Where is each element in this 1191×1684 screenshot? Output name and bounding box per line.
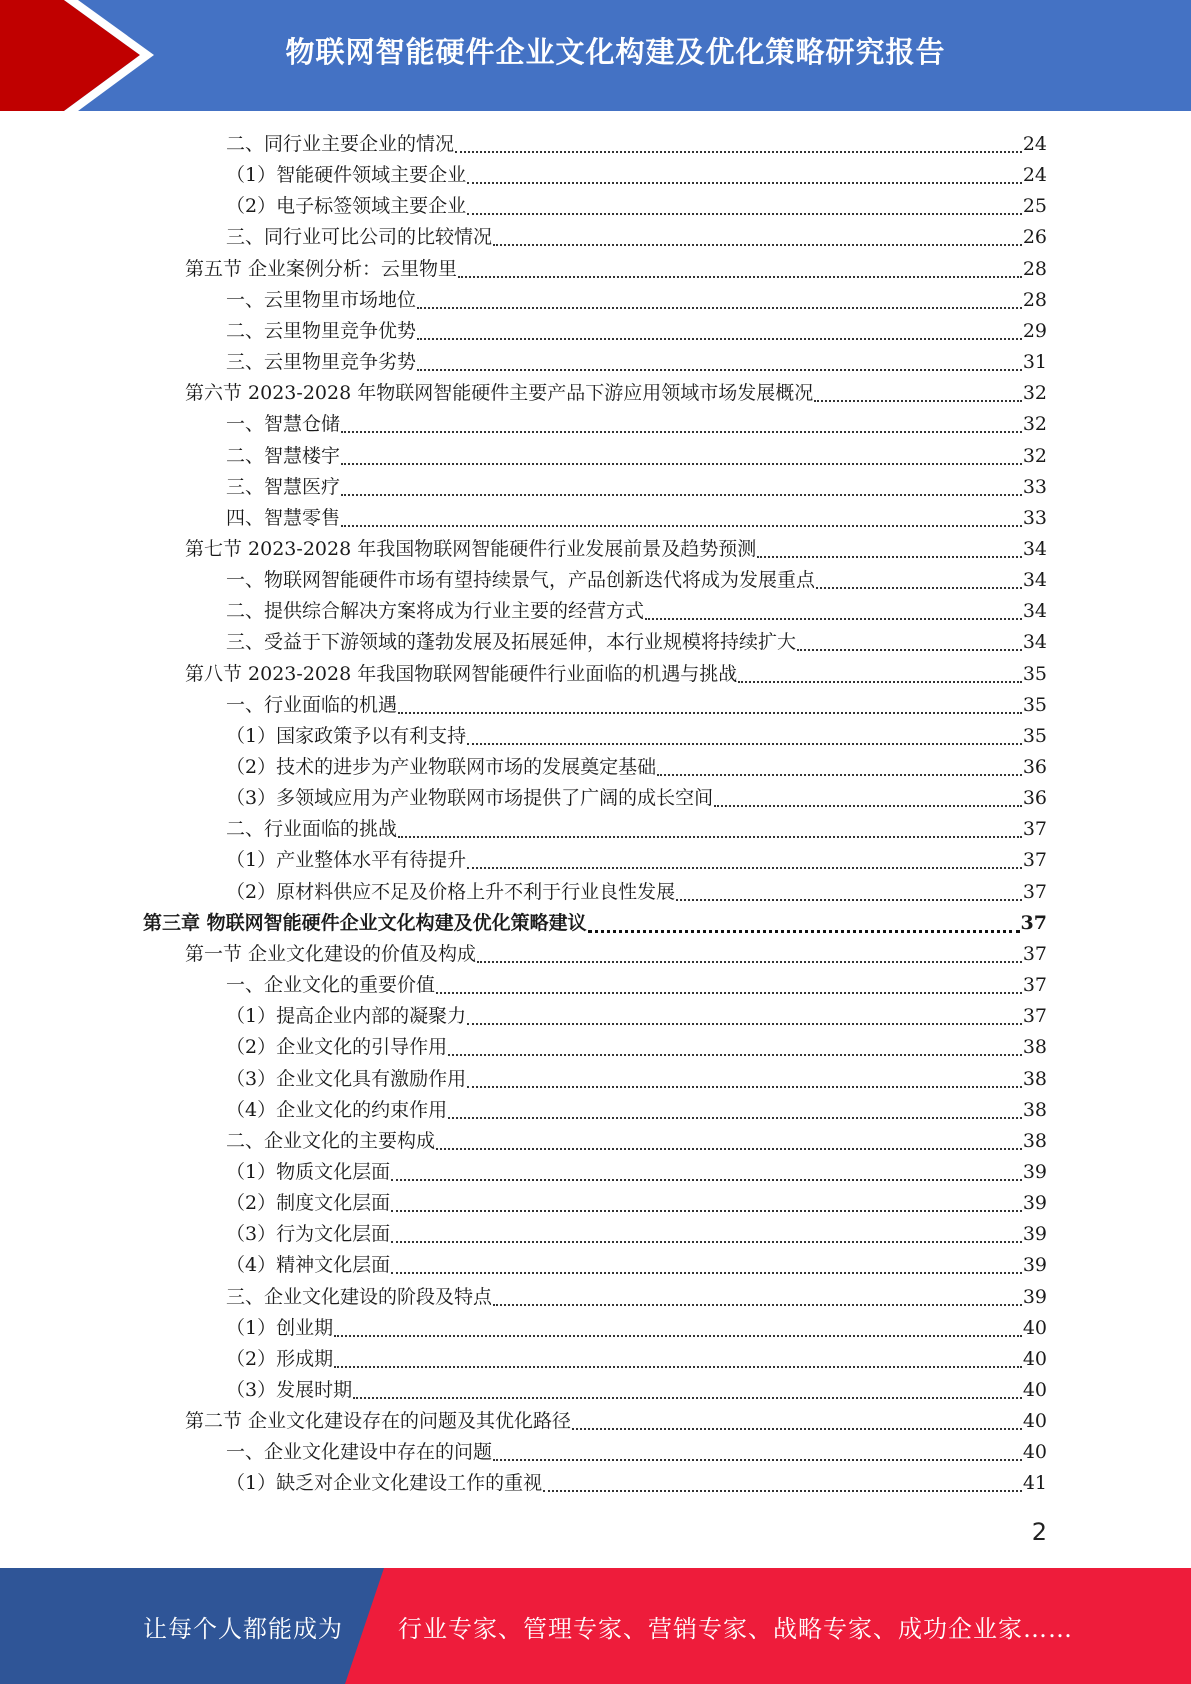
toc-entry-title: （1）缺乏对企业文化建设工作的重视 (226, 1472, 543, 1495)
toc-entry[interactable] (226, 1126, 1047, 1157)
toc-entry-page: 38 (1022, 1098, 1047, 1121)
toc-entry-page: 37 (1022, 1005, 1047, 1028)
red-chevron-icon (0, 0, 160, 111)
toc-entry-title: 一、企业文化的重要价值 (226, 974, 436, 997)
toc-entry-title: （2）企业文化的引导作用 (226, 1036, 448, 1059)
toc-entry-page: 39 (1022, 1285, 1047, 1308)
toc-entry-title: 三、智慧医疗 (226, 475, 341, 498)
toc-entry-page: 31 (1022, 351, 1047, 374)
toc-entry-title: （2）电子标签领域主要企业 (226, 195, 467, 218)
toc-entry-title: 三、受益于下游领域的蓬勃发展及拓展延伸，本行业规模将持续扩大 (226, 631, 797, 654)
report-footer (0, 1568, 1191, 1684)
dot-leader (467, 845, 1022, 869)
toc-entry-title: （1）创业期 (226, 1316, 334, 1339)
toc-entry-page: 29 (1022, 319, 1047, 342)
dot-leader (757, 534, 1022, 558)
dot-leader (341, 409, 1022, 433)
toc-entry-title: （3）多领域应用为产业物联网市场提供了广阔的成长空间 (226, 787, 714, 810)
toc-entry-page: 37 (1022, 818, 1047, 841)
toc-entry-page: 39 (1022, 1192, 1047, 1215)
toc-entry-page: 36 (1022, 756, 1047, 778)
dot-leader (816, 565, 1022, 589)
toc-entry-page: 26 (1022, 226, 1047, 249)
toc-entry[interactable] (226, 752, 1047, 783)
dot-leader (493, 1437, 1022, 1461)
dot-leader (477, 939, 1022, 963)
toc-entry-title: 二、企业文化的主要构成 (226, 1129, 436, 1152)
toc-entry-title: （3）企业文化具有激励作用 (226, 1067, 467, 1090)
dot-leader (353, 1375, 1022, 1399)
dot-leader (714, 783, 1022, 807)
dot-leader (493, 1282, 1022, 1306)
toc-entry-title: 二、提供综合解决方案将成为行业主要的经营方式 (226, 600, 645, 623)
toc-entry[interactable] (226, 1344, 1047, 1375)
toc-entry-title: 第五节 企业案例分析：云里物里 (185, 257, 458, 280)
dot-leader (341, 503, 1022, 527)
toc-entry[interactable] (226, 1095, 1047, 1126)
toc-entry-title: 四、智慧零售 (226, 506, 341, 529)
dot-leader (467, 160, 1022, 184)
toc-entry-title: 第八节 2023-2028 年我国物联网智能硬件行业面临的机遇与挑战 (185, 662, 738, 685)
toc-entry-title: （1）国家政策予以有利支持 (226, 724, 467, 747)
toc-entry-page: 37 (1022, 880, 1047, 903)
toc-entry[interactable] (226, 596, 1047, 627)
toc-entry-page: 35 (1022, 662, 1047, 685)
toc-entry-title: 二、云里物里竞争优势 (226, 319, 417, 342)
dot-leader (391, 1250, 1022, 1274)
toc-entry-title: （2）原材料供应不足及价格上升不利于行业良性发展 (226, 880, 676, 903)
toc-entry-title: （2）技术的进步为产业物联网市场的发展奠定基础 (226, 756, 657, 778)
toc-entry-page: 40 (1022, 1379, 1047, 1401)
toc-entry-page: 39 (1022, 1254, 1047, 1277)
toc-entry-page: 32 (1022, 413, 1047, 436)
toc-entry-page: 28 (1022, 257, 1047, 280)
toc-entry-title: （4）企业文化的约束作用 (226, 1098, 448, 1121)
toc-entry[interactable] (185, 378, 1047, 409)
toc-entry[interactable] (226, 783, 1047, 814)
dot-leader (467, 721, 1022, 745)
toc-entry-title: （1）提高企业内部的凝聚力 (226, 1005, 467, 1028)
toc-entry-page: 35 (1022, 724, 1047, 747)
dot-leader (493, 222, 1022, 246)
toc-entry-page: 38 (1022, 1036, 1047, 1059)
toc-entry[interactable] (226, 160, 1047, 191)
toc-entry-page: 40 (1022, 1410, 1047, 1433)
toc-entry-title: （3）行为文化层面 (226, 1223, 391, 1246)
toc-entry[interactable] (226, 1282, 1047, 1313)
toc-entry-page: 33 (1022, 475, 1047, 498)
toc-entry[interactable] (226, 441, 1047, 472)
dot-leader (676, 877, 1022, 901)
toc-entry-page: 40 (1022, 1316, 1047, 1339)
toc-entry-page: 36 (1022, 787, 1047, 810)
toc-entry-title: 三、云里物里竞争劣势 (226, 351, 417, 374)
dot-leader (334, 1344, 1022, 1368)
toc-entry-title: 一、云里物里市场地位 (226, 288, 417, 311)
dot-leader (391, 1157, 1022, 1181)
dot-leader (417, 347, 1022, 371)
dot-leader (417, 285, 1022, 309)
toc-entry[interactable] (185, 659, 1047, 690)
toc-entry-page: 24 (1022, 164, 1047, 187)
toc-entry-page: 25 (1022, 195, 1047, 218)
toc-entry[interactable] (185, 939, 1047, 970)
toc-entry[interactable] (226, 1468, 1047, 1499)
toc-entry-title: （1）产业整体水平有待提升 (226, 849, 467, 872)
toc-entry-title: 一、物联网智能硬件市场有望持续景气，产品创新迭代将成为发展重点 (226, 569, 816, 592)
dot-leader (341, 441, 1022, 465)
toc-entry[interactable] (226, 191, 1047, 222)
toc-entry-title: （3）发展时期 (226, 1379, 353, 1401)
dot-leader (797, 627, 1022, 651)
dot-leader (398, 814, 1022, 838)
dot-leader (398, 690, 1022, 714)
toc-entry[interactable] (226, 690, 1047, 721)
toc-entry[interactable] (226, 970, 1047, 1001)
toc-entry[interactable] (226, 472, 1047, 503)
toc-entry-page: 39 (1022, 1223, 1047, 1246)
toc-entry[interactable] (226, 1032, 1047, 1063)
report-header (0, 0, 1191, 111)
toc-entry[interactable] (226, 1064, 1047, 1095)
toc-entry-page: 35 (1022, 693, 1047, 716)
toc-entry-page: 32 (1022, 382, 1047, 405)
toc-entry-title: 三、企业文化建设的阶段及特点 (226, 1285, 493, 1308)
toc-entry-page: 39 (1022, 1160, 1047, 1183)
toc-entry-title: 第三章 物联网智能硬件企业文化构建及优化策略建议 (143, 911, 587, 934)
toc-entry[interactable] (185, 254, 1047, 285)
toc-entry[interactable] (226, 1001, 1047, 1032)
toc-entry-title: （4）精神文化层面 (226, 1254, 391, 1277)
toc-entry-title: 一、行业面临的机遇 (226, 693, 398, 716)
toc-entry[interactable] (226, 1437, 1047, 1468)
dot-leader (467, 1064, 1022, 1088)
toc-entry[interactable] (185, 534, 1047, 565)
toc-entry[interactable] (226, 1250, 1047, 1281)
toc-entry-title: 第二节 企业文化建设存在的问题及其优化路径 (185, 1410, 572, 1433)
toc-entry[interactable] (185, 1406, 1047, 1437)
toc-entry[interactable] (226, 222, 1047, 253)
dot-leader (588, 908, 1020, 933)
dot-leader (436, 1126, 1022, 1150)
toc-entry-title: 二、行业面临的挑战 (226, 818, 398, 841)
toc-entry-page: 28 (1022, 288, 1047, 311)
toc-entry-title: 第七节 2023-2028 年我国物联网智能硬件行业发展前景及趋势预测 (185, 537, 757, 560)
dot-leader (391, 1219, 1022, 1243)
toc-entry-page: 34 (1022, 600, 1047, 623)
toc-entry-page: 33 (1022, 506, 1047, 529)
dot-leader (467, 1001, 1022, 1025)
toc-entry[interactable] (226, 409, 1047, 440)
dot-leader (417, 316, 1022, 340)
dot-leader (645, 596, 1022, 620)
footer-slogan-left: 让每个人都能成为 (143, 1614, 343, 1643)
toc-entry[interactable] (226, 285, 1047, 316)
toc-entry-title: （1）物质文化层面 (226, 1160, 391, 1183)
toc-entry-page: 38 (1022, 1067, 1047, 1090)
toc-entry-page: 40 (1022, 1441, 1047, 1464)
toc-entry[interactable] (226, 1157, 1047, 1188)
toc-entry-page: 24 (1022, 133, 1047, 155)
toc-entry-page: 37 (1022, 849, 1047, 872)
toc-entry[interactable] (226, 627, 1047, 658)
report-title: 物联网智能硬件企业文化构建及优化策略研究报告 (285, 34, 946, 69)
dot-leader (341, 472, 1022, 496)
toc-entry-title: （2）制度文化层面 (226, 1192, 391, 1215)
toc-entry-page: 37 (1022, 974, 1047, 997)
toc-entry-title: （2）形成期 (226, 1347, 334, 1370)
toc-entry-page: 32 (1022, 444, 1047, 467)
toc-entry[interactable] (226, 347, 1047, 378)
dot-leader (448, 1095, 1022, 1119)
toc-entry[interactable] (226, 721, 1047, 752)
toc-entry[interactable] (226, 845, 1047, 876)
dot-leader (334, 1313, 1022, 1337)
toc-entry[interactable] (226, 877, 1047, 908)
toc-entry[interactable] (226, 1188, 1047, 1219)
toc-entry-page: 34 (1022, 537, 1047, 560)
toc-entry[interactable] (226, 316, 1047, 347)
dot-leader (543, 1468, 1022, 1492)
toc-entry-page: 34 (1022, 631, 1047, 654)
toc-entry-page: 40 (1022, 1347, 1047, 1370)
toc-entry-page: 37 (1020, 911, 1047, 934)
dot-leader (436, 970, 1022, 994)
toc-entry[interactable] (226, 565, 1047, 596)
toc-entry[interactable] (226, 129, 1047, 160)
toc-entry-title: 三、同行业可比公司的比较情况 (226, 226, 493, 249)
dot-leader (455, 129, 1022, 153)
dot-leader (738, 659, 1022, 683)
toc-entry-page: 37 (1022, 942, 1047, 965)
toc-entry[interactable] (226, 1219, 1047, 1250)
page-number: 2 (1031, 1518, 1047, 1546)
toc-entry-page: 38 (1022, 1129, 1047, 1152)
toc-entry[interactable] (226, 503, 1047, 534)
toc-entry-title: 二、智慧楼宇 (226, 444, 341, 467)
toc-entry-page: 41 (1022, 1472, 1047, 1495)
toc-entry-title: 第六节 2023-2028 年物联网智能硬件主要产品下游应用领域市场发展概况 (185, 382, 814, 405)
toc-entry-title: 一、智慧仓储 (226, 413, 341, 436)
toc-entry[interactable] (143, 908, 1047, 939)
dot-leader (572, 1406, 1022, 1430)
toc-entry-title: 一、企业文化建设中存在的问题 (226, 1441, 493, 1464)
toc-entry-page: 34 (1022, 569, 1047, 592)
footer-slogan-right: 行业专家、管理专家、营销专家、战略专家、成功企业家…… (398, 1614, 1073, 1643)
toc-entry-title: 第一节 企业文化建设的价值及构成 (185, 942, 477, 965)
toc-entry[interactable] (226, 814, 1047, 845)
dot-leader (391, 1188, 1022, 1212)
toc-entry-title: 二、同行业主要企业的情况 (226, 133, 455, 155)
toc-entry-title: （1）智能硬件领域主要企业 (226, 164, 467, 187)
dot-leader (814, 378, 1022, 402)
toc-entry[interactable] (226, 1375, 1047, 1406)
toc-entry[interactable] (226, 1313, 1047, 1344)
dot-leader (657, 752, 1022, 776)
dot-leader (448, 1032, 1022, 1056)
dot-leader (467, 191, 1022, 215)
dot-leader (458, 254, 1022, 278)
